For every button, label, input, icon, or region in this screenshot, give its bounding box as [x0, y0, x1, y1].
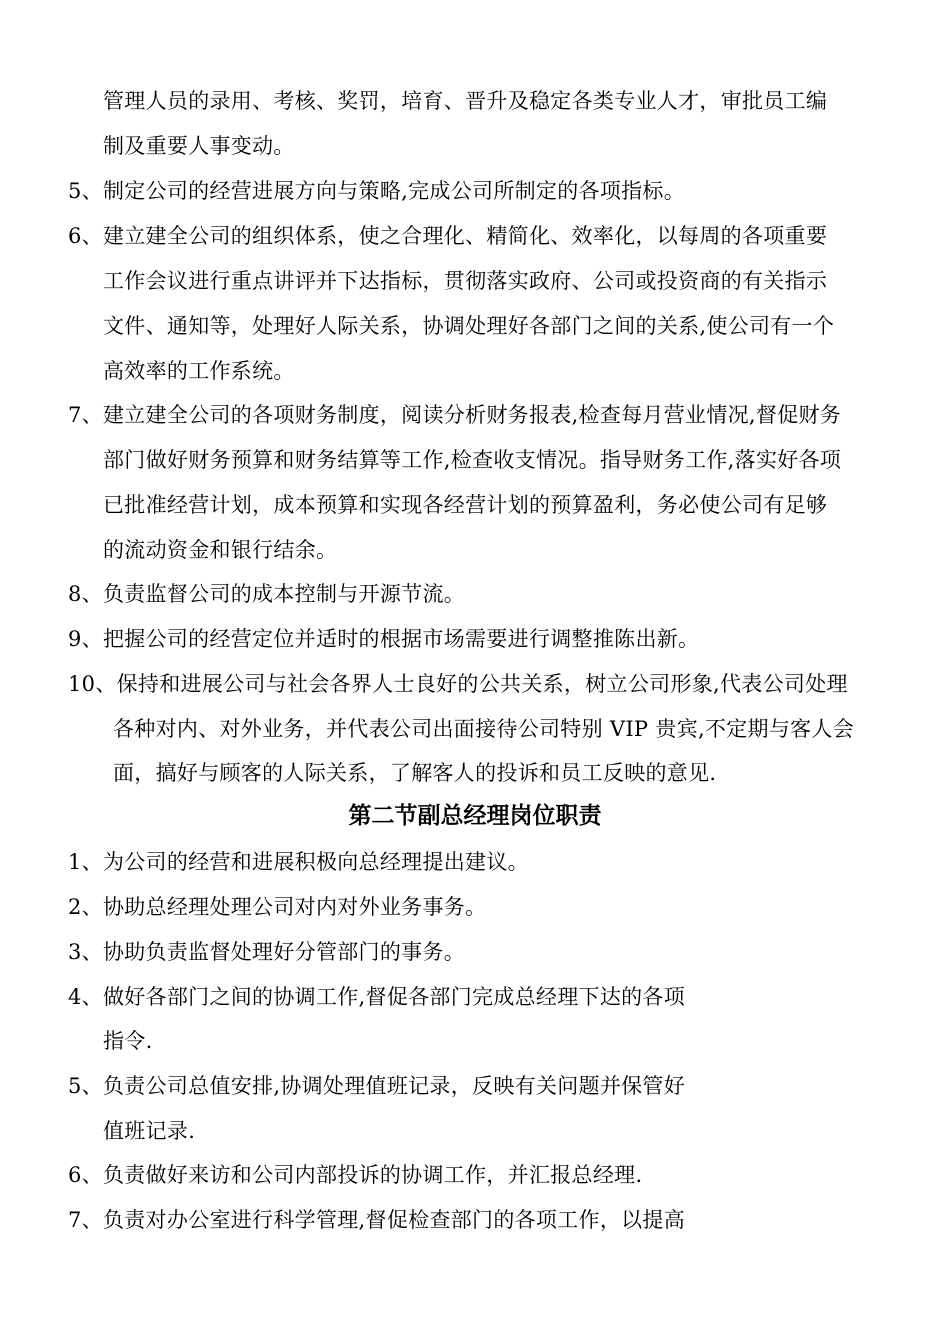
text-line: 管理人员的录用、考核、奖罚，培育、晋升及稳定各类专业人才，审批员工编 — [103, 89, 828, 113]
list-item: 9、把握公司的经营定位并适时的根据市场需要进行调整推陈出新。 — [68, 627, 700, 651]
text-line: 制及重要人事变动。 — [103, 134, 295, 158]
text-line: 各种对内、对外业务，并代表公司出面接待公司特别 VIP 贵宾,不定期与客人会 — [113, 717, 855, 741]
text-line: 文件、通知等，处理好人际关系，协调处理好各部门之间的关系,使公司有一个 — [103, 314, 835, 338]
list-item: 5、制定公司的经营进展方向与策略,完成公司所制定的各项指标。 — [68, 179, 686, 203]
text-line: 工作会议进行重点讲评并下达指标，贯彻落实政府、公司或投资商的有关指示 — [103, 269, 828, 293]
text-line: 部门做好财务预算和财务结算等工作,检查收支情况。指导财务工作,落实好各项 — [103, 448, 842, 472]
list-item: 4、做好各部门之间的协调工作,督促各部门完成总经理下达的各项 — [68, 985, 686, 1009]
list-item: 3、协助负责监督处理好分管部门的事务。 — [68, 940, 466, 964]
list-item: 7、负责对办公室进行科学管理,督促检查部门的各项工作，以提高 — [68, 1208, 686, 1232]
section-heading: 第二节副总经理岗位职责 — [348, 803, 602, 829]
text-line: 的流动资金和银行结余。 — [103, 538, 338, 562]
list-item: 10、保持和进展公司与社会各界人士良好的公共关系，树立公司形象,代表公司处理 — [68, 672, 848, 696]
list-item: 2、协助总经理处理公司对内对外业务事务。 — [68, 895, 487, 919]
text-line: 值班记录. — [103, 1119, 196, 1143]
text-line: 高效率的工作系统。 — [103, 359, 295, 383]
list-item: 7、建立建全公司的各项财务制度，阅读分析财务报表,检查每月营业情况,督促财务 — [68, 403, 842, 427]
list-item: 1、为公司的经营和进展积极向总经理提出建议。 — [68, 850, 529, 874]
list-item: 5、负责公司总值安排,协调处理值班记录，反映有关问题并保管好 — [68, 1074, 686, 1098]
text-line: 面，搞好与顾客的人际关系，了解客人的投诉和员工反映的意见. — [113, 761, 717, 785]
list-item: 6、负责做好来访和公司内部投诉的协调工作，并汇报总经理. — [68, 1163, 643, 1187]
list-item: 8、负责监督公司的成本控制与开源节流。 — [68, 582, 466, 606]
list-item: 6、建立建全公司的组织体系，使之合理化、精简化、效率化，以每周的各项重要 — [68, 224, 828, 248]
text-line: 已批准经营计划，成本预算和实现各经营计划的预算盈利，务必使公司有足够 — [103, 493, 828, 517]
text-line: 指令. — [103, 1029, 153, 1053]
